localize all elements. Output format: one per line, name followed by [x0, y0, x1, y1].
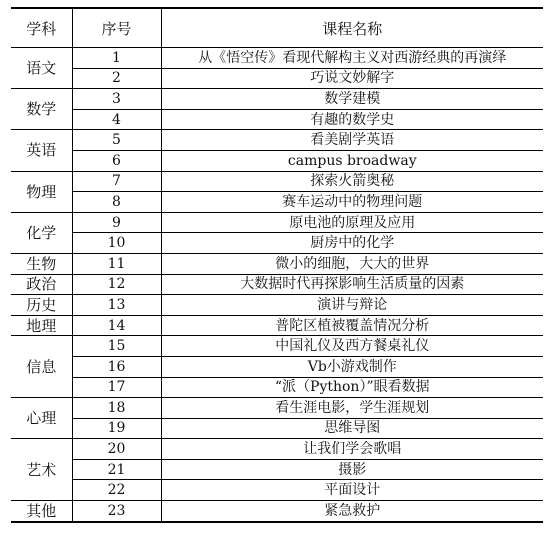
- course-number-cell: 7: [72, 171, 161, 192]
- table-row: [11, 274, 543, 295]
- course-table: [11, 7, 543, 523]
- course-number-cell: 23: [72, 501, 161, 522]
- header-number: 序号: [72, 8, 161, 48]
- subject-cell: 物理: [11, 171, 72, 212]
- course-number-cell: 8: [72, 192, 161, 213]
- course-name-cell: 紧急救护: [161, 501, 543, 522]
- table-row: [11, 459, 543, 480]
- course-number-cell: 2: [72, 68, 161, 89]
- header-course-name: 课程名称: [161, 8, 543, 48]
- course-name-cell: 微小的细胞，大大的世界: [161, 253, 543, 274]
- table-row: [11, 418, 543, 439]
- table-row: [11, 212, 543, 233]
- course-number-cell: 11: [72, 253, 161, 274]
- table-row: [11, 295, 543, 316]
- table-row: [11, 377, 543, 398]
- course-name-cell: 数学建模: [161, 89, 543, 110]
- course-number-cell: 19: [72, 418, 161, 439]
- course-name-cell: 从《悟空传》看现代解构主义对西游经典的再演绎: [161, 48, 543, 69]
- course-name-cell: 平面设计: [161, 480, 543, 501]
- table-row: [11, 233, 543, 254]
- course-name-cell: 让我们学会歌唱: [161, 439, 543, 460]
- table-row: [11, 439, 543, 460]
- course-name-cell: 看美剧学英语: [161, 130, 543, 151]
- course-name-cell: 摄影: [161, 459, 543, 480]
- subject-cell: 地理: [11, 315, 72, 336]
- course-number-cell: 6: [72, 150, 161, 171]
- course-number-cell: 3: [72, 89, 161, 110]
- subject-cell: 其他: [11, 501, 72, 522]
- header-row: [11, 8, 543, 48]
- table-row: [11, 89, 543, 110]
- course-name-cell: 赛车运动中的物理问题: [161, 192, 543, 213]
- subject-cell: 英语: [11, 130, 72, 171]
- subject-cell: 政治: [11, 274, 72, 295]
- table-row: [11, 356, 543, 377]
- course-name-cell: 巧说文妙解字: [161, 68, 543, 89]
- table-row: [11, 48, 543, 69]
- subject-cell: 生物: [11, 253, 72, 274]
- course-number-cell: 22: [72, 480, 161, 501]
- course-name-cell: 大数据时代再探影响生活质量的因素: [161, 274, 543, 295]
- course-number-cell: 1: [72, 48, 161, 69]
- course-number-cell: 15: [72, 336, 161, 357]
- course-number-cell: 16: [72, 356, 161, 377]
- course-name-cell: campus broadway: [161, 150, 543, 171]
- course-number-cell: 9: [72, 212, 161, 233]
- subject-cell: 艺术: [11, 439, 72, 501]
- course-name-cell: 原电池的原理及应用: [161, 212, 543, 233]
- subject-cell: 心理: [11, 398, 72, 439]
- table-row: [11, 480, 543, 501]
- table-row: [11, 398, 543, 419]
- table-row: [11, 109, 543, 130]
- course-number-cell: 4: [72, 109, 161, 130]
- table-row: [11, 68, 543, 89]
- course-number-cell: 5: [72, 130, 161, 151]
- course-number-cell: 20: [72, 439, 161, 460]
- course-table-body: [11, 48, 543, 522]
- table-row: [11, 171, 543, 192]
- course-number-cell: 18: [72, 398, 161, 419]
- course-number-cell: 21: [72, 459, 161, 480]
- course-name-cell: 厨房中的化学: [161, 233, 543, 254]
- table-row: [11, 253, 543, 274]
- table-row: [11, 130, 543, 151]
- table-row: [11, 501, 543, 522]
- course-name-cell: 探索火箭奥秘: [161, 171, 543, 192]
- header-subject: 学科: [11, 8, 72, 48]
- subject-cell: 信息: [11, 336, 72, 398]
- course-number-cell: 12: [72, 274, 161, 295]
- course-number-cell: 17: [72, 377, 161, 398]
- course-number-cell: 14: [72, 315, 161, 336]
- table-row: [11, 315, 543, 336]
- subject-cell: 化学: [11, 212, 72, 253]
- subject-cell: 语文: [11, 48, 72, 89]
- table-row: [11, 336, 543, 357]
- course-name-cell: 有趣的数学史: [161, 109, 543, 130]
- course-name-cell: 演讲与辩论: [161, 295, 543, 316]
- course-number-cell: 13: [72, 295, 161, 316]
- course-name-cell: 看生涯电影，学生涯规划: [161, 398, 543, 419]
- course-name-cell: Vb小游戏制作: [161, 356, 543, 377]
- table-row: [11, 150, 543, 171]
- course-name-cell: 普陀区植被覆盖情况分析: [161, 315, 543, 336]
- subject-cell: 数学: [11, 89, 72, 130]
- course-name-cell: 思维导图: [161, 418, 543, 439]
- course-number-cell: 10: [72, 233, 161, 254]
- table-row: [11, 192, 543, 213]
- course-name-cell: “派（Python）”眼看数据: [161, 377, 543, 398]
- course-name-cell: 中国礼仪及西方餐桌礼仪: [161, 336, 543, 357]
- subject-cell: 历史: [11, 295, 72, 316]
